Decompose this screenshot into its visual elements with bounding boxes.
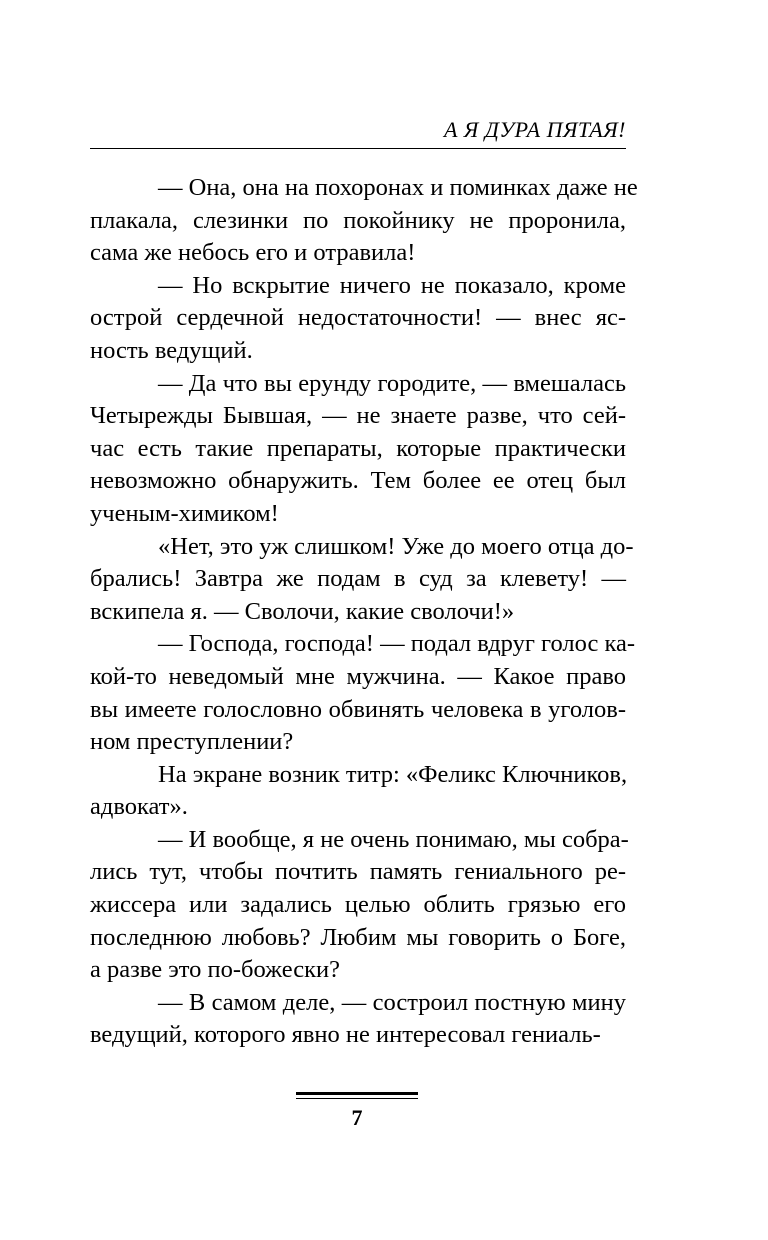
paragraph <box>90 759 626 824</box>
body-text <box>90 172 638 1052</box>
paragraph <box>90 824 629 987</box>
text-line: плакала, слезинки по покойнику не проронила, <box>90 206 626 234</box>
text-line: На экране возник титр: «Феликс Ключников, <box>158 760 628 788</box>
text-line: — В самом деле, — состроил постную мину <box>158 988 626 1016</box>
text-line: адвокат». <box>90 793 188 821</box>
text-line: лись тут, чтобы почтить память гениального ре- <box>90 858 626 886</box>
page-number: 7 <box>351 1105 363 1130</box>
footer-rule <box>296 1092 418 1099</box>
text-line: ность ведущий. <box>90 336 253 364</box>
text-line: — Она, она на похоронах и поминках даже не <box>158 174 638 201</box>
text-line: вскипела я. — Сволочи, какие сволочи!» <box>90 597 515 625</box>
text-line: ученым-химиком! <box>90 499 279 527</box>
paragraph <box>90 628 636 758</box>
text-line: Четырежды Бывшая, — не знаете разве, что сей- <box>90 402 626 430</box>
paragraph <box>90 270 626 368</box>
paragraph <box>90 987 626 1052</box>
header-rule <box>90 148 626 149</box>
text-line: невозможно обнаружить. Тем более ее отец был <box>90 467 626 495</box>
text-line: ном преступлении? <box>90 728 294 756</box>
text-line: жиссера или задались целью облить грязью его <box>90 891 626 919</box>
text-line: — Но вскрытие ничего не показало, кроме <box>158 271 626 299</box>
paragraph <box>90 368 626 531</box>
text-line: сама же небось его и отравила! <box>90 239 416 267</box>
running-head: А Я ДУРА ПЯТАЯ! <box>443 117 626 142</box>
paragraph <box>90 531 634 629</box>
text-line: — Да что вы ерунду городите, — вмешалась <box>158 369 626 397</box>
text-line: острой сердечной недостаточности! — внес яс- <box>90 304 626 332</box>
text-line: час есть такие препараты, которые практически <box>90 434 626 462</box>
text-line: ведущий, которого явно не интересовал гениаль- <box>90 1021 601 1049</box>
paragraph <box>90 172 638 270</box>
text-line: — И вообще, я не очень понимаю, мы собра- <box>158 825 629 853</box>
text-line: последнюю любовь? Любим мы говорить о Боге, <box>90 923 626 951</box>
text-line: — Господа, господа! — подал вдруг голос ка- <box>158 630 636 658</box>
text-line: а разве это по-божески? <box>90 956 340 984</box>
text-line: кой-то неведомый мне мужчина. — Какое право <box>90 662 626 690</box>
text-line: брались! Завтра же подам в суд за клевету! — <box>90 565 626 593</box>
text-line: «Нет, это уж слишком! Уже до моего отца до- <box>158 532 634 560</box>
text-line: вы имеете голословно обвинять человека в уголов- <box>90 695 626 723</box>
